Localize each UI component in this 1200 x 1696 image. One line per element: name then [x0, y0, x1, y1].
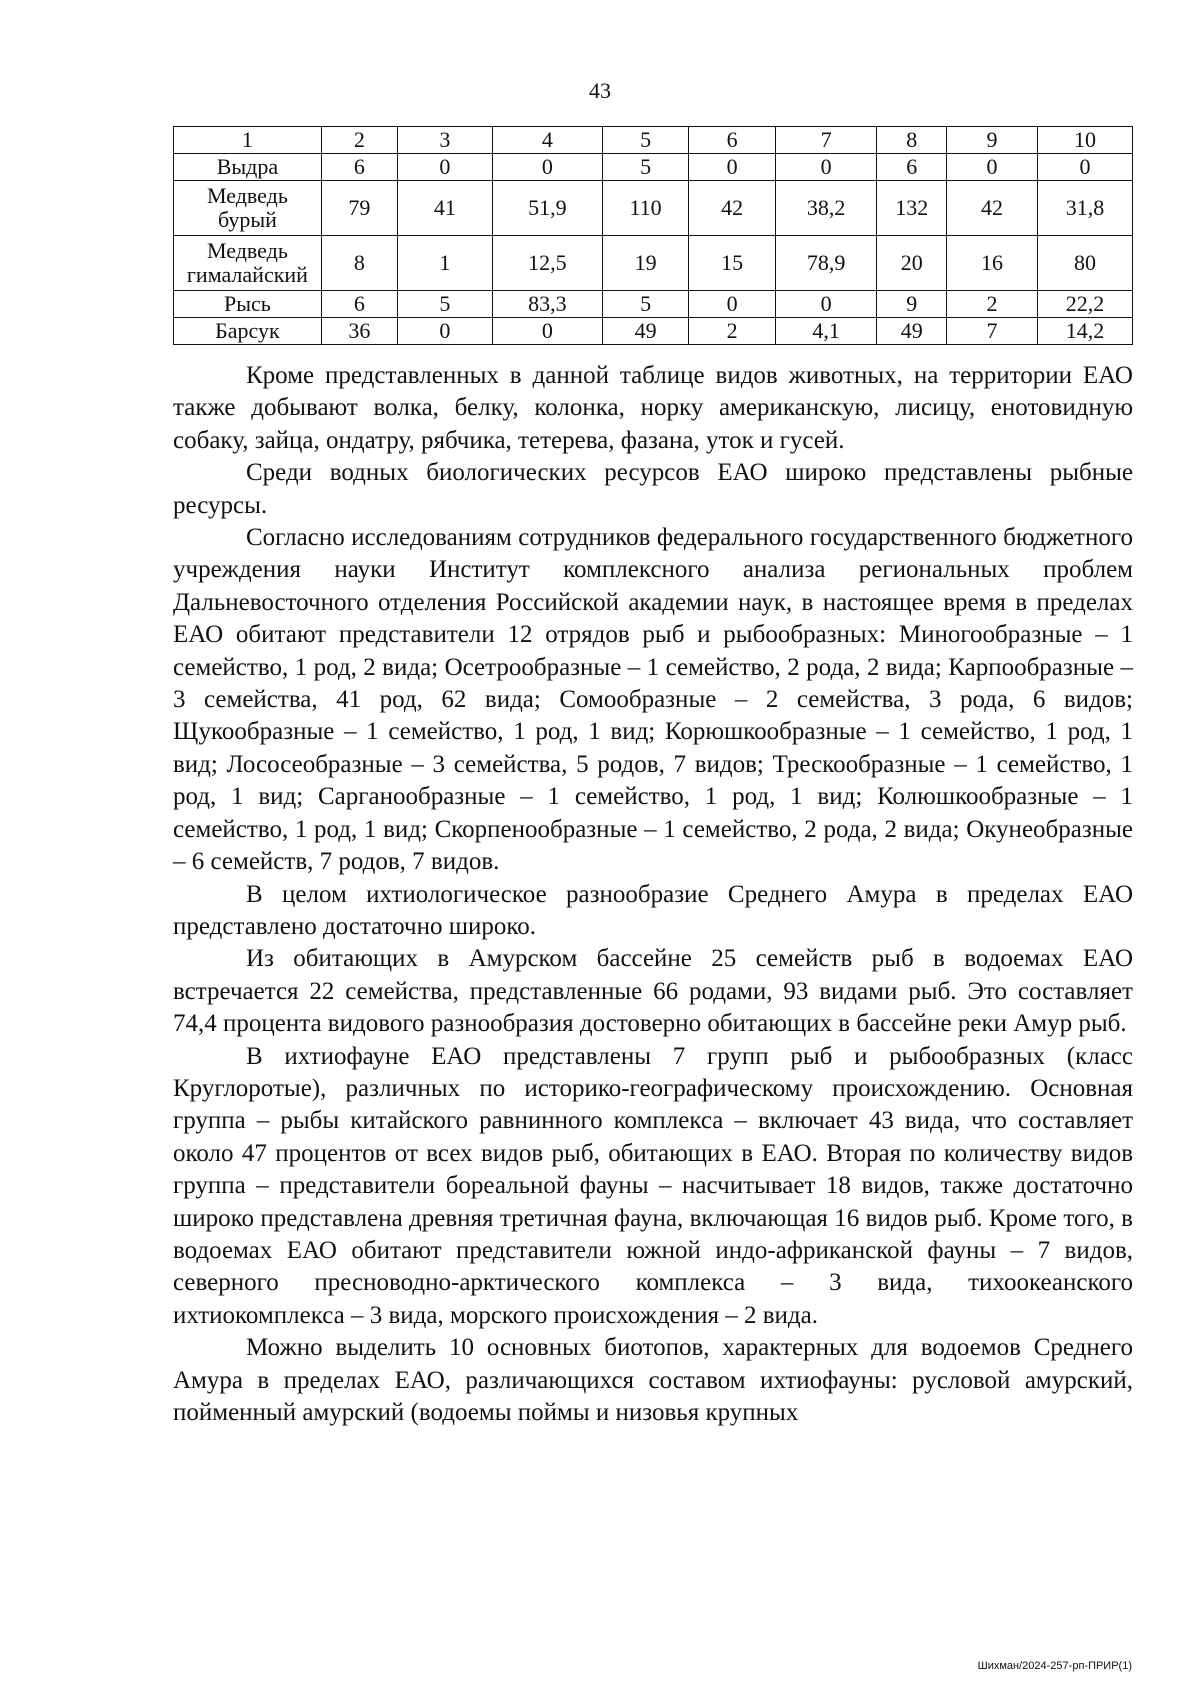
table-cell: 2 — [947, 291, 1038, 318]
table-header-row — [174, 127, 1133, 154]
table-cell: 42 — [947, 181, 1038, 236]
table-cell: 79 — [321, 181, 397, 236]
table-cell: 51,9 — [492, 181, 602, 236]
table-cell: 49 — [877, 318, 947, 345]
table-row — [174, 291, 1133, 318]
column-header: 2 — [321, 127, 397, 154]
column-header: 7 — [775, 127, 876, 154]
paragraph: В ихтиофауне ЕАО представлены 7 групп рыб и рыбообразных (класс Круглоротые), различных по историко-географическому происхождению. Основная группа – рыбы китайского равнинного комплекса – включает 43 вида, что составляет около 47 процентов от всех видов рыб, обитающих в ЕАО. Вторая по количеству видов группа – представители бореальной фауны – насчитывает 18 видов, также достаточно широко представлена древняя третичная фауна, включающая 16 видов рыб. Кроме того, в водоемах ЕАО обитают представители южной индо-африканской фауны – 7 видов, северного пресноводно-арктического комплекса – 3 вида, тихоокеанского ихтиокомплекса – 3 вида, морского происхождения – 2 вида. — [173, 1042, 1133, 1329]
table-cell: 0 — [397, 154, 492, 181]
table-cell: 38,2 — [775, 181, 876, 236]
table-cell: 49 — [602, 318, 689, 345]
page-number: 43 — [589, 78, 611, 103]
table-cell: 6 — [321, 154, 397, 181]
table-cell: 110 — [602, 181, 689, 236]
table-cell: 5 — [602, 291, 689, 318]
column-header: 6 — [689, 127, 776, 154]
table-cell: 2 — [689, 318, 776, 345]
table-cell: 0 — [689, 291, 776, 318]
table-cell: 0 — [775, 291, 876, 318]
paragraph: Можно выделить 10 основных биотопов, характерных для водоемов Среднего Амура в пределах ЕАО, различающихся составом ихтиофауны: русловой амурский, пойменный амурский (водоемы поймы и низовья крупных — [173, 1334, 1133, 1426]
species-name-cell: Барсук — [174, 318, 322, 345]
table-row — [174, 181, 1133, 236]
table-cell: 41 — [397, 181, 492, 236]
table-row — [174, 236, 1133, 291]
paragraph: В целом ихтиологическое разнообразие Среднего Амура в пределах ЕАО представлено достаточно широко. — [173, 880, 1133, 940]
column-header: 4 — [492, 127, 602, 154]
table-cell: 16 — [947, 236, 1038, 291]
table-cell: 12,5 — [492, 236, 602, 291]
column-header: 1 — [174, 127, 322, 154]
column-header: 3 — [397, 127, 492, 154]
table-cell: 42 — [689, 181, 776, 236]
species-name-cell: Выдра — [174, 154, 322, 181]
species-name-cell: Медведь бурый — [174, 181, 322, 236]
table-cell: 14,2 — [1037, 318, 1132, 345]
table-cell: 83,3 — [492, 291, 602, 318]
column-header: 10 — [1037, 127, 1132, 154]
table-cell: 36 — [321, 318, 397, 345]
paragraph: Согласно исследованиям сотрудников федерального государственного бюджетного учреждения науки Институт комплексного анализа региональных проблем Дальневосточного отделения Российской академии наук, в настоящее время в пределах ЕАО обитают представители 12 отрядов рыб и рыбообразных: Миногообразные – 1 семейство, 1 род, 2 вида; Осетрообразные – 1 семейство, 2 рода, 2 вида; Карпообразные – 3 семейства, 41 род, 62 вида; Сомообразные – 2 семейства, 3 рода, 6 видов; Щукообразные – 1 семейство, 1 род, 1 вид; Корюшкообразные – 1 семейство, 1 род, 1 вид; Лососеобразные – 3 семейства, 5 родов, 7 видов; Трескообразные – 1 семейство, 1 род, 1 вид; Сарганообразные – 1 семейство, 1 род, 1 вид; Колюшкообразные – 1 семейство, 1 род, 1 вид; Скорпенообразные – 1 семейство, 2 рода, 2 вида; Окунеобразные – 6 семейств, 7 родов, 7 видов. — [173, 524, 1133, 876]
document-footer: Шихман/2024-257-рп-ПРИР(1) — [977, 1660, 1132, 1672]
table-cell: 31,8 — [1037, 181, 1132, 236]
hunting-statistics-table — [173, 126, 1133, 345]
table-cell: 78,9 — [775, 236, 876, 291]
table-cell: 7 — [947, 318, 1038, 345]
table-cell: 6 — [877, 154, 947, 181]
species-name-cell: Медведь гималайский — [174, 236, 322, 291]
table-cell: 6 — [321, 291, 397, 318]
table-cell: 4,1 — [775, 318, 876, 345]
paragraph: Из обитающих в Амурском бассейне 25 семейств рыб в водоемах ЕАО встречается 22 семейства, представленные 66 родами, 93 видами рыб. Это составляет 74,4 процента видового разнообразия достоверно обитающих в бассейне реки Амур рыб. — [173, 945, 1133, 1038]
species-name-cell: Рысь — [174, 291, 322, 318]
table-cell: 15 — [689, 236, 776, 291]
table-cell: 0 — [397, 318, 492, 345]
table-cell: 8 — [321, 236, 397, 291]
table-cell: 5 — [397, 291, 492, 318]
table-cell: 5 — [602, 154, 689, 181]
table-cell: 0 — [947, 154, 1038, 181]
table-row — [174, 318, 1133, 345]
table-cell: 19 — [602, 236, 689, 291]
table-row — [174, 154, 1133, 181]
table-cell: 9 — [877, 291, 947, 318]
table-cell: 80 — [1037, 236, 1132, 291]
column-header: 8 — [877, 127, 947, 154]
table-cell: 0 — [492, 154, 602, 181]
paragraph: Кроме представленных в данной таблице видов животных, на территории ЕАО также добывают волка, белку, колонка, норку американскую, лисицу, енотовидную собаку, зайца, ондатру, рябчика, тетерева, фазана, уток и гусей. — [173, 362, 1133, 454]
table-cell: 20 — [877, 236, 947, 291]
table-cell: 132 — [877, 181, 947, 236]
body-text — [173, 360, 1133, 1429]
table-cell: 0 — [689, 154, 776, 181]
column-header: 5 — [602, 127, 689, 154]
table-cell: 22,2 — [1037, 291, 1132, 318]
table-cell: 0 — [1037, 154, 1132, 181]
column-header: 9 — [947, 127, 1038, 154]
table-cell: 0 — [775, 154, 876, 181]
table-cell: 0 — [492, 318, 602, 345]
table-cell: 1 — [397, 236, 492, 291]
paragraph: Среди водных биологических ресурсов ЕАО широко представлены рыбные ресурсы. — [173, 459, 1133, 519]
